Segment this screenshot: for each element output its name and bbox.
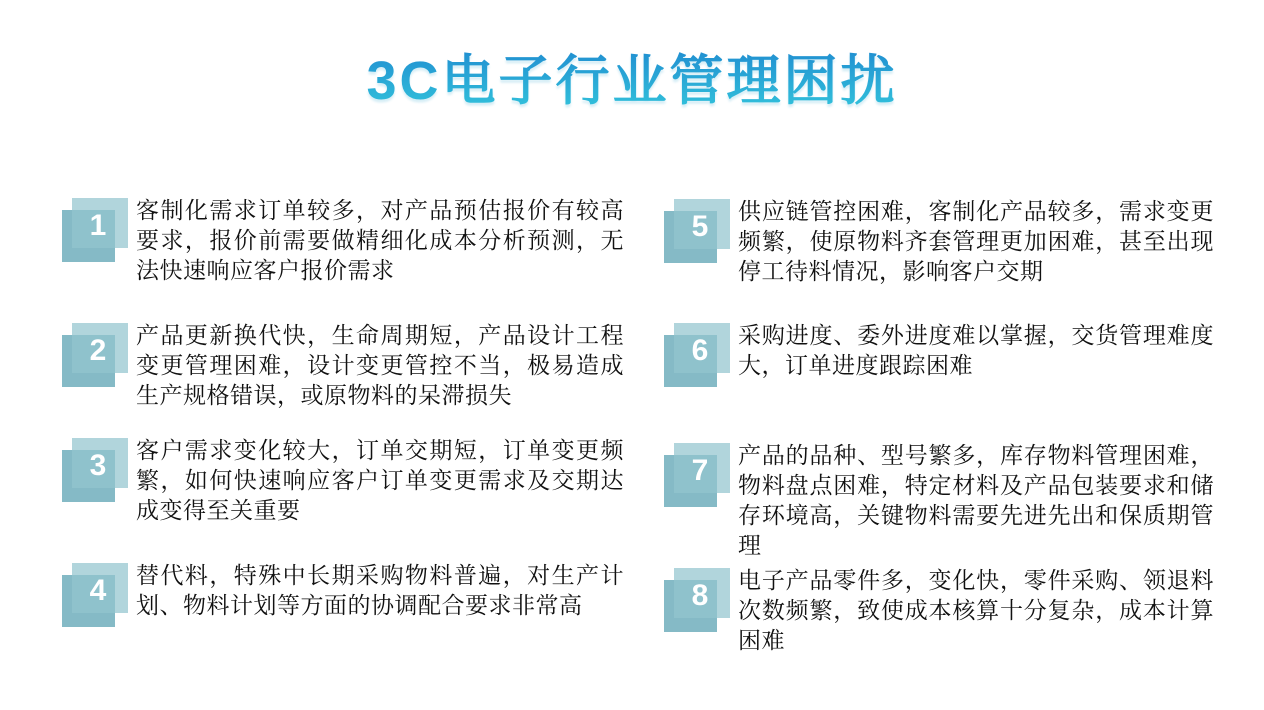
badge-number: 6 xyxy=(691,334,709,367)
pain-point-item-1 xyxy=(62,198,624,285)
pain-point-text: 供应链管控困难，客制化产品较多，需求变更频繁，使原物料齐套管理更加困难，甚至出现停工待料情况，影响客户交期 xyxy=(738,198,1214,284)
badge-number: 5 xyxy=(691,210,709,243)
pain-point-item-8 xyxy=(664,568,1214,655)
number-badge xyxy=(62,563,128,627)
pain-point-item-6 xyxy=(664,323,1214,387)
pain-point-item-7 xyxy=(664,443,1214,560)
badge-number: 7 xyxy=(691,454,709,487)
pain-point-item-3 xyxy=(62,438,624,525)
pain-point-text: 替代料，特殊中长期采购物料普遍，对生产计划、物料计划等方面的协调配合要求非常高 xyxy=(136,562,624,618)
number-badge xyxy=(664,199,730,263)
number-badge xyxy=(664,443,730,507)
badge-number: 4 xyxy=(89,574,107,607)
number-badge xyxy=(62,323,128,387)
number-badge xyxy=(664,568,730,632)
pain-point-text: 客户需求变化较大，订单交期短，订单变更频繁，如何快速响应客户订单变更需求及交期达成变得至关重要 xyxy=(136,437,624,523)
number-badge xyxy=(664,323,730,387)
pain-point-text: 电子产品零件多，变化快，零件采购、领退料次数频繁，致使成本核算十分复杂，成本计算困难 xyxy=(738,567,1214,653)
pain-point-item-4 xyxy=(62,563,624,627)
badge-number: 1 xyxy=(89,209,107,242)
pain-point-text: 客制化需求订单较多，对产品预估报价有较高要求，报价前需要做精细化成本分析预测，无法快速响应客户报价需求 xyxy=(136,197,624,283)
number-badge xyxy=(62,438,128,502)
pain-point-text: 采购进度、委外进度难以掌握，交货管理难度大，订单进度跟踪困难 xyxy=(738,322,1214,378)
pain-point-text: 产品的品种、型号繁多，库存物料管理困难，物料盘点困难，特定材料及产品包装要求和储存环境高，关键物料需要先进先出和保质期管理 xyxy=(738,442,1214,558)
pain-point-item-2 xyxy=(62,323,624,410)
badge-number: 8 xyxy=(691,579,709,612)
badge-number: 2 xyxy=(89,334,107,367)
page-title: 3C电子行业管理困扰 xyxy=(0,38,1264,115)
number-badge xyxy=(62,198,128,262)
badge-number: 3 xyxy=(89,449,107,482)
pain-point-text: 产品更新换代快，生命周期短，产品设计工程变更管理困难，设计变更管控不当，极易造成生产规格错误，或原物料的呆滞损失 xyxy=(136,322,624,408)
pain-point-item-5 xyxy=(664,199,1214,286)
